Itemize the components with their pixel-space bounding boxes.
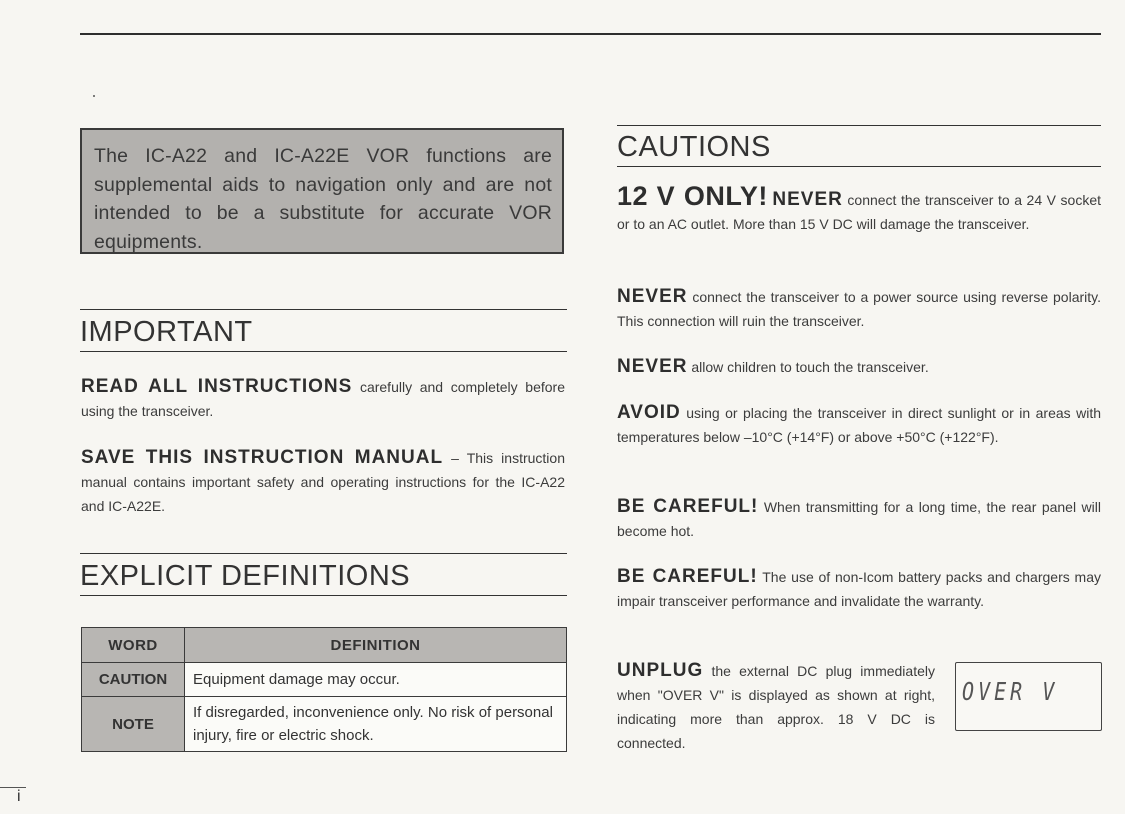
definitions-heading: [80, 553, 567, 596]
header-word: WORD: [82, 628, 185, 663]
row-word: NOTE: [82, 697, 185, 752]
caution-children-text: allow children to touch the transceiver.: [687, 359, 929, 375]
read-instructions-text: carefully and completely before using the transceiver.: [81, 379, 565, 419]
caution-12v-paragraph: [617, 181, 1101, 236]
page-corner-line: [0, 787, 26, 788]
important-heading-text: IMPORTANT: [80, 316, 253, 348]
row-definition: Equipment damage may occur.: [185, 663, 567, 697]
page-number: i: [17, 788, 21, 805]
caution-hot-text: When transmitting for a long time, the rear panel will become hot.: [617, 499, 1101, 539]
caution-unplug-lead: UNPLUG: [617, 660, 704, 681]
caution-polarity-paragraph: [617, 285, 1101, 333]
table-row: [82, 697, 567, 752]
cautions-heading-text: CAUTIONS: [617, 131, 771, 163]
cautions-heading: [617, 125, 1101, 167]
vor-notice-box: [80, 128, 564, 254]
table-row: [82, 663, 567, 697]
save-manual-paragraph: [81, 446, 565, 518]
caution-polarity-text: connect the transceiver to a power source using reverse polarity. This connection will ruin the transceiver.: [617, 289, 1101, 329]
caution-avoid-paragraph: [617, 401, 1101, 449]
caution-children-lead: NEVER: [617, 356, 688, 377]
save-manual-text: – This instruction manual contains important safety and operating instructions for the IC-A22 and IC-A22E.: [81, 450, 565, 514]
caution-battery-paragraph: [617, 565, 1101, 613]
caution-battery-lead: BE CAREFUL!: [617, 566, 758, 587]
row-definition: If disregarded, inconvenience only. No risk of personal injury, fire or electric shock.: [185, 697, 567, 752]
important-heading: [80, 309, 567, 352]
caution-hot-lead: BE CAREFUL!: [617, 496, 759, 517]
caution-12v-lead: 12 V ONLY!: [617, 181, 768, 211]
caution-12v-never: NEVER: [772, 189, 843, 210]
caution-avoid-text: using or placing the transceiver in direct sunlight or in areas with temperatures below –10°C (+14°F) or above +50°C (+122°F).: [617, 405, 1101, 445]
definitions-heading-text: EXPLICIT DEFINITIONS: [80, 560, 411, 592]
caution-avoid-lead: AVOID: [617, 402, 681, 423]
caution-12v-text: connect the transceiver to a 24 V socket or to an AC outlet. More than 15 V DC will damage the transceiver.: [617, 192, 1101, 232]
vor-notice-text: The IC-A22 and IC-A22E VOR functions are supplemental aids to navigation only and are not intended to be a substitute for accurate VOR equipments.: [94, 145, 552, 253]
lcd-readout: OVER V: [962, 677, 1059, 706]
save-manual-lead: SAVE THIS INSTRUCTION MANUAL: [81, 447, 444, 468]
speck: [93, 95, 95, 97]
caution-battery-text: The use of non-Icom battery packs and chargers may impair transceiver performance and invalidate the warranty.: [617, 569, 1101, 609]
header-definition: DEFINITION: [185, 628, 567, 663]
caution-children-paragraph: [617, 355, 1101, 379]
read-instructions-paragraph: [81, 375, 565, 423]
table-header-row: [82, 628, 567, 663]
caution-unplug-text: the external DC plug immediately when "OVER V" is displayed as shown at right, indicating more than approx. 18 V DC is connected.: [617, 663, 935, 751]
top-rule: [80, 33, 1101, 35]
caution-unplug-paragraph: [617, 659, 935, 755]
definitions-table: [81, 627, 567, 752]
caution-polarity-lead: NEVER: [617, 286, 688, 307]
caution-hot-paragraph: [617, 495, 1101, 543]
over-voltage-lcd: [955, 662, 1102, 731]
row-word: CAUTION: [82, 663, 185, 697]
read-instructions-lead: READ ALL INSTRUCTIONS: [81, 376, 353, 397]
